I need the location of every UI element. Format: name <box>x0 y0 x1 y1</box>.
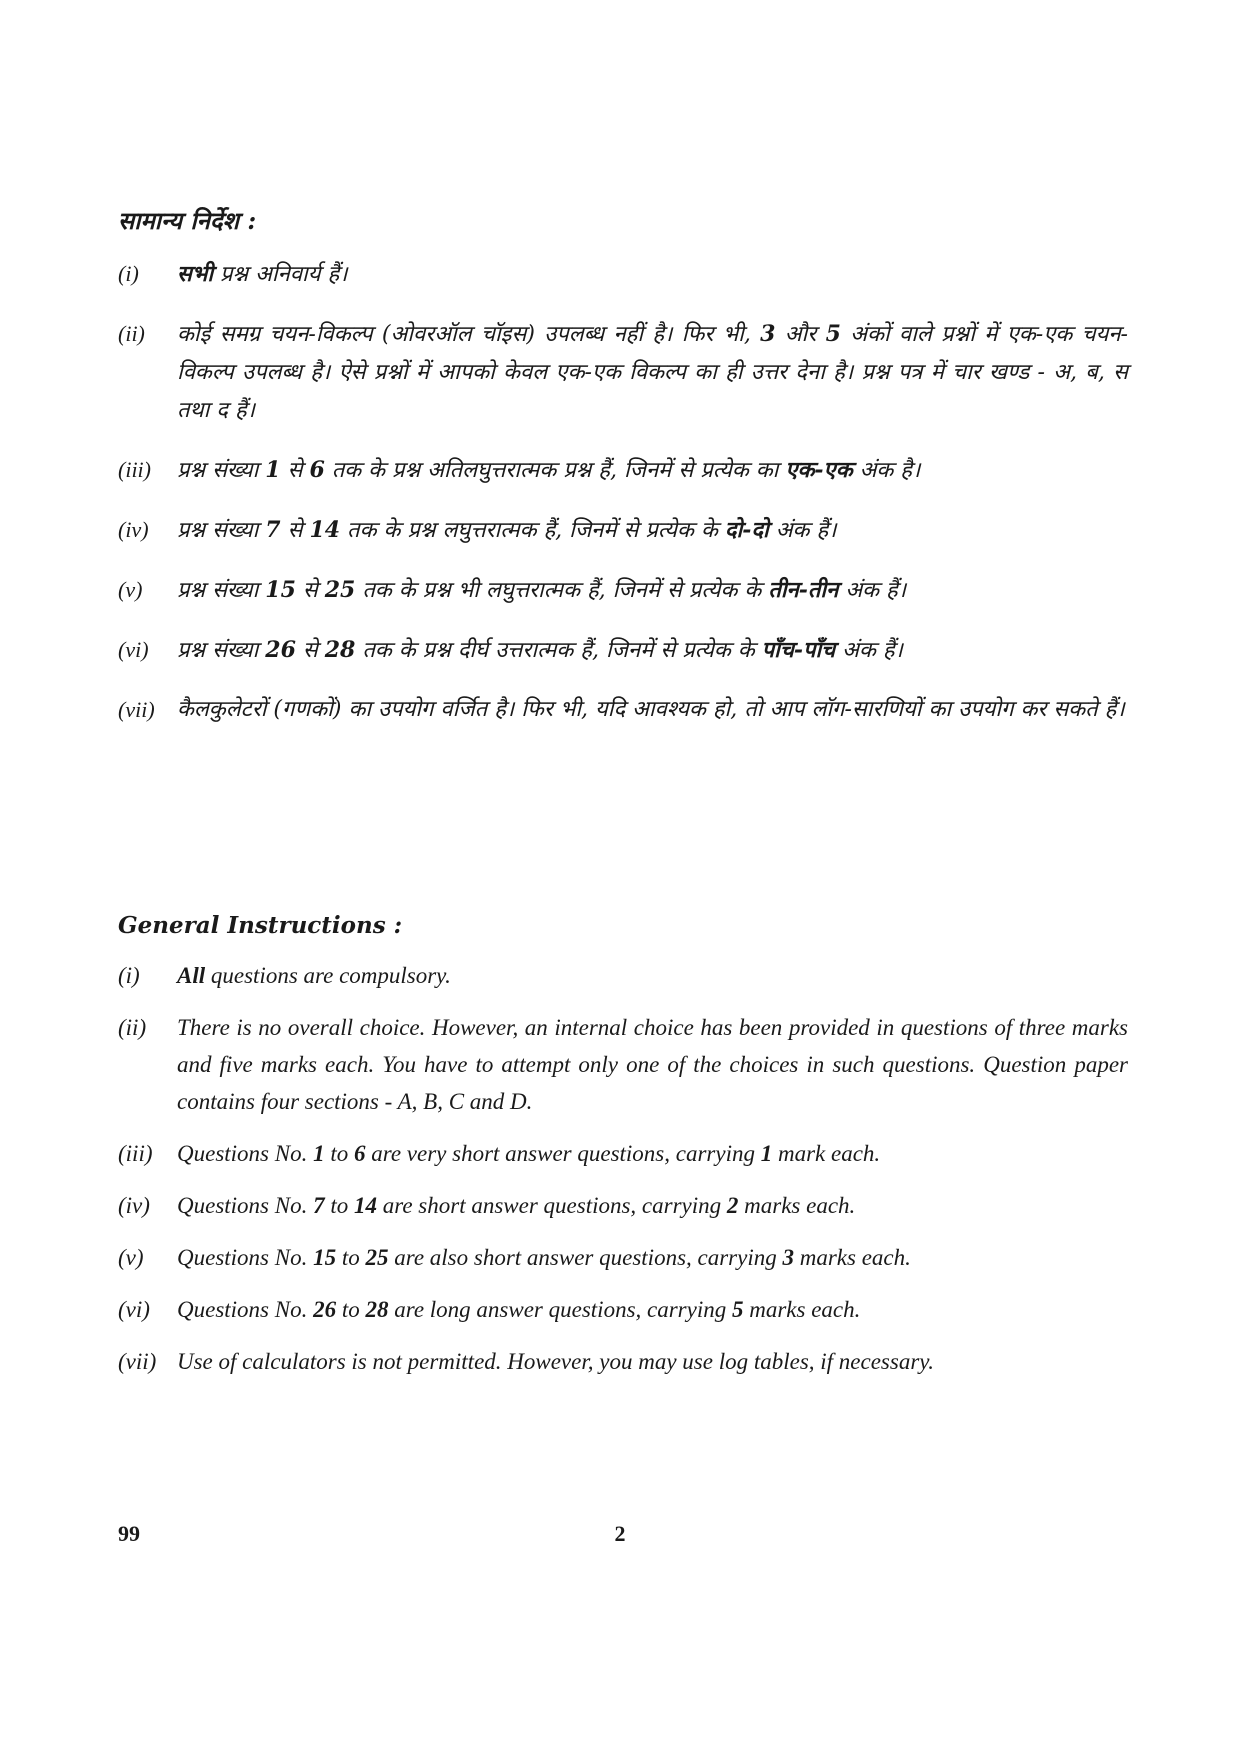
instruction-number: (vii) <box>118 697 155 722</box>
english-instructions <box>118 912 1128 1395</box>
emphasis-text: 5 <box>731 1297 744 1322</box>
page-number: 2 <box>614 1521 626 1546</box>
instruction-item <box>118 571 1128 610</box>
instruction-number: (vi) <box>118 637 149 662</box>
emphasis-text: 5 <box>825 321 841 347</box>
emphasis-text: 26 <box>265 637 296 663</box>
instruction-number: (vi) <box>118 1297 150 1322</box>
instruction-text <box>177 1187 1128 1224</box>
text-segment: से <box>295 578 325 603</box>
english-instruction-list <box>118 957 1128 1380</box>
emphasis-text: 28 <box>324 637 356 663</box>
text-segment: प्रश्न संख्या <box>177 578 266 603</box>
emphasis-text: 25 <box>324 577 356 603</box>
text-segment: are very short answer questions, carrying <box>365 1141 761 1166</box>
emphasis-text: 3 <box>760 321 776 347</box>
text-segment: mark each. <box>772 1141 881 1166</box>
text-segment: questions are compulsory. <box>205 963 451 988</box>
text-segment: are short answer questions, carrying <box>376 1193 727 1218</box>
text-segment: अंक हैं। <box>838 578 907 603</box>
text-segment: अंक हैं। <box>768 518 837 543</box>
instruction-number: (ii) <box>118 321 145 346</box>
text-segment: तक के प्रश्न दीर्घ उत्तरात्मक हैं, जिनमें से प्रत्येक के <box>355 638 762 663</box>
emphasis-text: 14 <box>309 517 341 543</box>
instruction-item <box>118 957 1128 994</box>
text-segment: to <box>336 1297 366 1322</box>
instruction-number: (iv) <box>118 517 149 542</box>
text-segment: अंक है। <box>852 458 921 483</box>
emphasis-text: 7 <box>265 517 281 543</box>
instruction-item <box>118 511 1128 550</box>
instruction-text <box>177 957 1128 994</box>
text-segment: अंक हैं। <box>835 638 903 663</box>
text-segment: are long answer questions, carrying <box>388 1297 732 1322</box>
instruction-item <box>118 1009 1128 1120</box>
instruction-text <box>177 511 1128 550</box>
instruction-item <box>118 1135 1128 1172</box>
emphasis-text: 15 <box>313 1245 337 1270</box>
instruction-text <box>177 1009 1128 1120</box>
instruction-text <box>177 315 1128 430</box>
text-segment: कैलकुलेटरों (गणकों) का उपयोग वर्जित है। फिर भी, यदि आवश्यक हो, तो आप लॉग-सारणियों का उपयोग कर सकते हैं। <box>177 697 1125 722</box>
text-segment: are also short answer questions, carrying <box>388 1245 783 1270</box>
text-segment: marks each. <box>743 1297 861 1322</box>
emphasis-text: 6 <box>309 457 325 483</box>
emphasis-text: 14 <box>353 1193 377 1218</box>
text-segment: से <box>280 458 310 483</box>
text-segment: और <box>775 322 826 347</box>
text-segment: तक के प्रश्न भी लघुत्तरात्मक हैं, जिनमें से प्रत्येक के <box>355 578 769 603</box>
emphasis-text: 26 <box>313 1297 337 1322</box>
emphasis-text: 1 <box>265 457 281 483</box>
instruction-item <box>118 1187 1128 1224</box>
instruction-text <box>177 451 1128 490</box>
instruction-number: (v) <box>118 1245 144 1270</box>
text-segment: marks each. <box>793 1245 911 1270</box>
emphasis-text: 1 <box>760 1141 773 1166</box>
emphasis-text: तीन-तीन <box>768 577 839 603</box>
instruction-item <box>118 315 1128 430</box>
instruction-text <box>177 1343 1128 1380</box>
text-segment: प्रश्न संख्या <box>177 518 266 543</box>
instruction-item <box>118 631 1128 670</box>
text-segment: Questions No. <box>177 1297 314 1322</box>
emphasis-text: 25 <box>365 1245 389 1270</box>
hindi-heading: सामान्य निर्देश : <box>118 206 257 235</box>
hindi-instruction-list <box>118 255 1128 729</box>
hindi-instructions <box>118 204 1128 750</box>
text-segment: There is no overall choice. However, an internal choice has been provided in questions of three marks and five marks each. You have to attempt only one of the choices in such questions. Question paper contains four sections - A, B, C and D. <box>177 1015 1128 1114</box>
instruction-text <box>177 691 1128 729</box>
instruction-item <box>118 691 1128 729</box>
paper-code: 99 <box>118 1521 140 1546</box>
instruction-text <box>177 255 1128 294</box>
text-segment: से <box>280 518 310 543</box>
emphasis-text: 7 <box>313 1193 325 1218</box>
instruction-item <box>118 255 1128 294</box>
text-segment: अंकों वाले प्रश्नों में एक-एक चयन-विकल्प उपलब्ध है। ऐसे प्रश्नों में आपको केवल एक-एक विकल्प का ही उत्तर देना है। प्रश्न पत्र में चार खण्ड - अ, ब, स तथा द हैं। <box>177 322 1128 423</box>
emphasis-text: पाँच-पाँच <box>761 637 836 663</box>
emphasis-text: 1 <box>313 1141 325 1166</box>
emphasis-text: 28 <box>365 1297 389 1322</box>
instruction-text <box>177 631 1128 670</box>
instruction-number: (vii) <box>118 1349 157 1374</box>
text-segment: से <box>295 638 325 663</box>
instruction-number: (ii) <box>118 1015 147 1040</box>
text-segment: to <box>336 1245 366 1270</box>
instruction-number: (v) <box>118 577 143 602</box>
instruction-number: (iv) <box>118 1193 150 1218</box>
instruction-item <box>118 1343 1128 1380</box>
instruction-number: (iii) <box>118 457 151 482</box>
text-segment: तक के प्रश्न लघुत्तरात्मक हैं, जिनमें से प्रत्येक के <box>340 518 725 543</box>
text-segment: Questions No. <box>177 1245 314 1270</box>
text-segment: प्रश्न संख्या <box>177 458 266 483</box>
emphasis-text: All <box>177 963 206 988</box>
text-segment: Questions No. <box>177 1193 314 1218</box>
instruction-item <box>118 1291 1128 1328</box>
emphasis-text: 2 <box>726 1193 739 1218</box>
instruction-text <box>177 1239 1128 1276</box>
emphasis-text: एक-एक <box>785 457 853 483</box>
emphasis-text: 6 <box>353 1141 366 1166</box>
emphasis-text: 15 <box>265 577 296 603</box>
instruction-number: (iii) <box>118 1141 153 1166</box>
text-segment: प्रश्न अनिवार्य हैं। <box>213 262 348 287</box>
english-heading: General Instructions : <box>118 912 403 939</box>
text-segment: Use of calculators is not permitted. However, you may use log tables, if necessary. <box>177 1349 934 1374</box>
text-segment: Questions No. <box>177 1141 314 1166</box>
text-segment: marks each. <box>738 1193 856 1218</box>
emphasis-text: दो-दो <box>724 517 769 543</box>
instruction-text <box>177 1291 1128 1328</box>
emphasis-text: सभी <box>177 261 214 287</box>
emphasis-text: 3 <box>782 1245 794 1270</box>
text-segment: कोई समग्र चयन-विकल्प (ओवरऑल चॉइस) उपलब्ध नहीं है। फिर भी, <box>177 322 761 347</box>
text-segment: to <box>324 1141 354 1166</box>
instruction-item <box>118 451 1128 490</box>
instruction-number: (i) <box>118 261 139 286</box>
instruction-item <box>118 1239 1128 1276</box>
text-segment: to <box>324 1193 354 1218</box>
text-segment: प्रश्न संख्या <box>177 638 266 663</box>
text-segment: तक के प्रश्न अतिलघुत्तरात्मक प्रश्न हैं, जिनमें से प्रत्येक का <box>324 458 786 483</box>
instruction-text <box>177 571 1128 610</box>
instruction-text <box>177 1135 1128 1172</box>
instruction-number: (i) <box>118 963 140 988</box>
